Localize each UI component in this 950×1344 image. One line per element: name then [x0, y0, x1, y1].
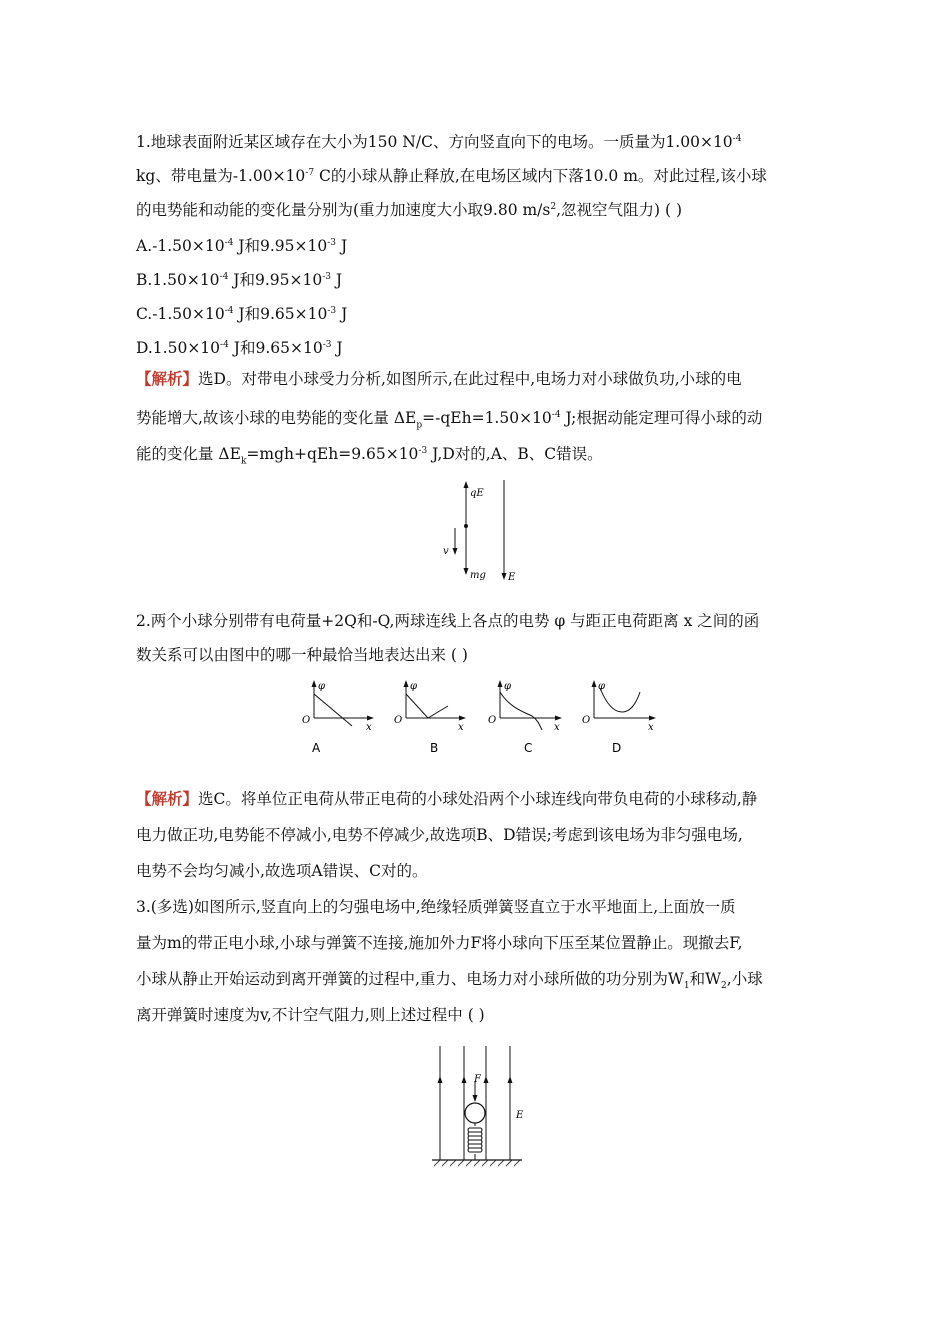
svg-text:φ: φ: [410, 681, 418, 692]
svg-text:x: x: [366, 722, 372, 733]
label-qE: qE: [470, 488, 484, 499]
q1-line1: 1.地球表面附近某区域存在大小为150 N/C、方向竖直向下的电场。一质量为$1.00\times 10^{-4}$: [136, 133, 742, 152]
graph-label-b: B: [430, 741, 439, 755]
label-F: F: [474, 1074, 481, 1085]
label-E: E: [508, 572, 516, 583]
q3-line3: 小球从静止开始运动到离开弹簧的过程中,重力、电场力对小球所做的功分别为$W_1$和$W_2$,小球: [136, 970, 763, 992]
graph-d: [582, 680, 656, 755]
q2-line1: 2.两个小球分别带有电荷量+2Q和-Q,两球连线上各点的电势 φ 与距正电荷距离 x 之间的函: [136, 612, 760, 630]
q1-analysis-line2: 势能增大,故该小球的电势能的变化量 $\Delta E_p=-qEh=1.50\times 10^{-4}$ J;根据动能定理可得小球的动: [136, 409, 763, 431]
q1-analysis-line1: 【解析】选D。对带电小球受力分析,如图所示,在此过程中,电场力对小球做负功,小球的电: [136, 369, 742, 388]
q2-line2: 数关系可以由图中的哪一种最恰当地表达出来 ( ): [136, 646, 468, 664]
q1-option-b: $B.1.50\times 10^{-4}$ J和$9.95\times 10^{-3}$ J: [136, 271, 343, 290]
svg-text:O: O: [302, 715, 311, 726]
svg-text:φ: φ: [318, 681, 326, 692]
svg-text:x: x: [458, 722, 464, 733]
svg-text:O: O: [394, 715, 403, 726]
graph-a: [302, 680, 374, 755]
graph-label-a: A: [312, 741, 321, 755]
svg-text:x: x: [648, 722, 654, 733]
q3-spring-diagram: [430, 1044, 530, 1170]
q1-line2: kg、带电量为$-1.00\times 10^{-7}$ C的小球从静止释放,在电场区域内下落10.0 m。对此过程,该小球: [136, 167, 767, 186]
q2-analysis-line3: 电势不会均匀减小,故选项A错误、C对的。: [136, 862, 428, 880]
q1-option-c: $C.-1.50\times 10^{-4}$ J和$9.65\times 10^{-3}$ J: [136, 305, 348, 324]
graph-b: [394, 680, 466, 755]
analysis-tag: 【解析】: [136, 789, 199, 808]
q1-line3: 的电势能和动能的变化量分别为(重力加速度大小取9.80 $m/s^2$,忽视空气阻力) ( ): [136, 201, 683, 220]
graph-label-d: D: [612, 741, 622, 755]
label-mg: mg: [470, 570, 486, 581]
q1-force-diagram: [436, 478, 536, 588]
q1-analysis-line3: 能的变化量 $\Delta E_k=mgh+qEh=9.65\times 10^{-3}$ J,D对的,A、B、C错误。: [136, 445, 603, 467]
q3-line2: 量为m的带正电小球,小球与弹簧不连接,施加外力F将小球向下压至某位置静止。现撤去F,: [136, 934, 743, 952]
graph-label-c: C: [524, 741, 533, 755]
analysis-tag: 【解析】: [136, 369, 199, 388]
q3-line4: 离开弹簧时速度为v,不计空气阻力,则上述过程中 ( ): [136, 1006, 485, 1024]
svg-text:O: O: [488, 715, 497, 726]
q1-option-a: $A.-1.50\times 10^{-4}$ J和$9.95\times 10^{-3}$ J: [136, 237, 348, 256]
q3-line1: 3.(多选)如图所示,竖直向上的匀强电场中,绝缘轻质弹簧竖直立于水平地面上,上面放一质: [136, 898, 736, 916]
graph-c: [488, 680, 562, 755]
label-v: v: [443, 546, 449, 557]
svg-text:x: x: [554, 722, 560, 733]
q2-analysis-line2: 电力做正功,电势能不停减小,电势不停减少,故选项B、D错误;考虑到该电场为非匀强电场,: [136, 826, 743, 844]
svg-text:φ: φ: [598, 681, 606, 692]
q2-graphs: [296, 678, 666, 758]
q1-option-d: $D.1.50\times 10^{-4}$ J和$9.65\times 10^{-3}$ J: [136, 339, 343, 358]
svg-text:O: O: [582, 715, 591, 726]
svg-text:φ: φ: [504, 681, 512, 692]
label-E: E: [516, 1110, 524, 1121]
q2-analysis-line1: 【解析】选C。将单位正电荷从带正电荷的小球处沿两个小球连线向带负电荷的小球移动,静: [136, 789, 758, 808]
